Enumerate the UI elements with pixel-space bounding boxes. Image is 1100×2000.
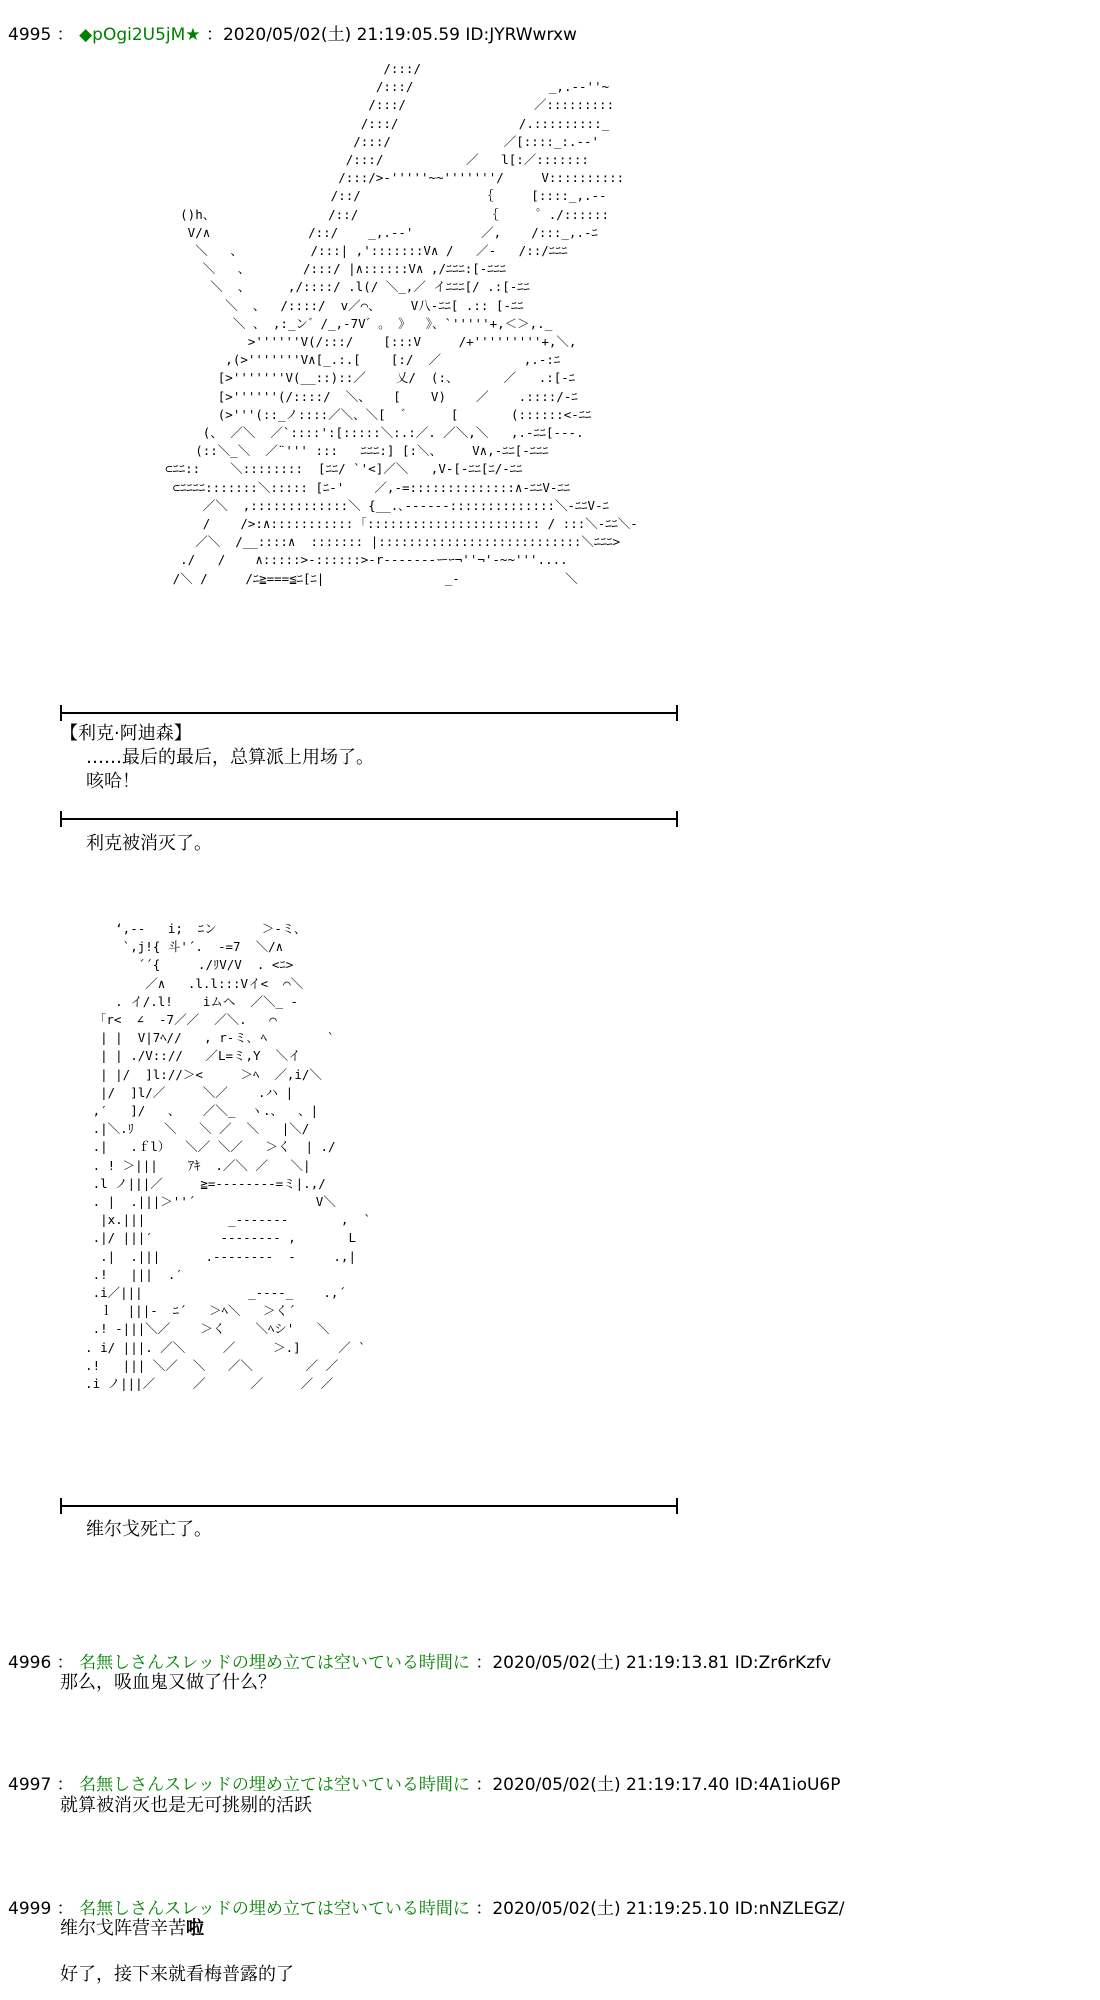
post-body-text: 维尔戈阵营辛苦 [60,1918,186,1939]
post-body: 那么，吸血鬼又做了什么？ [60,1672,276,1693]
frame-divider [60,1505,678,1507]
post-date-id: ：2020/05/02(土) 21:19:13.81 ID:Zr6rKzfv [475,1653,832,1673]
post-body [60,1916,204,1942]
frame-divider [60,818,678,820]
ascii-art-battle: /:::/ /:::/ _,.-‐''~ /:::/ ／::::::::: /:::/ /.:::::::::_ /:::/ ／[::::_:.-‐' /:::/ ／ l[:／::::::: /:::/>‐'''''~~'''''''/ V:::::::::: /::/ ｛ [::::_,.-‐ ()h、 /::/ ｛ ゜./:::::: V/∧ /::/ _,.-‐' ／, /:::_,.-ﾆ ＼ 、 /:::| ,':::::::V∧ / ／‐ /::/ﾆﾆﾆ ＼ 、 /:::/ |∧::::::V∧ ,/ﾆﾆﾆ:[-ﾆﾆﾆ ＼ 、 ,/::::/ .l(/ ＼_,／ イﾆﾆﾆ[/ .:[-ﾆﾆ ＼ 、 /::::/ v／⌒、 V八-ﾆﾆ[ .:: [-ﾆﾆ ＼ 、 ,:_ン゛/_,-7V゛。 》 》、`'''''+,＜＞,._ >''''''V(/:::/ [:::V /+'''''''''+,＼, ,(>'''''''V∧[_.:.[ [:/ ／ ,.-:ﾆ [>'''''''V(__::)::／ 乂/ (:、 ／ .:[-ﾆ [>''''''(/::::/ ＼、 [ V) ／ .::::/-ﾆ (>'''(::_ノ::::／＼、＼[ ゛ [ (::::::<-ﾆﾆ (、 ／＼ ／`::::':[:::::＼:.:／. ／＼,＼ ,.-ﾆﾆ[-‐‐. (::＼_＼ ／¨''' ::: ﾆﾆﾆ:] [:＼、 V∧,-ﾆﾆ[-ﾆﾆﾆ ⊂ﾆﾆ:: ＼:::::::: [ﾆﾆ/ `'<]／＼ ,V-[-ﾆﾆ[ﾆ/-ﾆﾆ ⊂ﾆﾆﾆﾆ:::::::＼::::: [ﾆ-' ／,-=::::::::::::::∧-ﾆﾆV-ﾆﾆ ／＼ ,:::::::::::::＼ {__.､-‐‐‐‐‐::::::::::::::＼-ﾆﾆV-ﾆ / />:∧::::::::::: ｢::::::::::::::::::::::: / :::＼-ﾆﾆ＼- ／＼ /__::::∧ ::::::: |:::::::::::::::::::::::::::＼ﾆﾆﾆ> ./ / ∧:::::>-::::::>‐r‐‐‐‐‐‐‐ーｰ¬''¬'‐~~'''.... /＼ / /ﾆ≧===≦ﾆ[ﾆ| _- ＼ [165,61,638,586]
ascii-art-figure: ‘,-‐ i; ﾆン ＞-ミ、 `,j!{ 斗'´. -=7 ＼/∧ ´´{ ./ﾘV/V . <ﾆ> ／∧ .l.l:::Vイ< ⌒＼ . イ/.l! iムヘ ／＼_ - ｢r< ∠ -7／／ ／＼. ⌒ | | V|7ﾍ// , r-ミ､ ﾍ ` | | ./V::// ／L=ミ,Y ＼イ | |/ ]l://＞< ＞ﾍ ／,i/＼ |/ ]l/／ ＼／ .ハ | ,′ ]/ 、 ／＼_ ヽ.、 、| .|＼.ﾘ ＼ ＼ ／ ＼ |＼/ .| .ｆl） ＼／ ＼／ ＞く | ./ . ! ＞||| ｱｷ .／＼ ／ ＼| .l ノ|||／ ≧=‐‐‐‐‐‐‐‐=ミ|.,/ . | .|||＞''´ V＼ |x.||| _‐‐‐‐‐‐- , ` .|/ |||′ ‐‐‐‐‐‐‐‐ , L .| .||| .-‐‐‐‐‐‐‐ - .,| .! ||| .′ .i／||| _‐‐‐‐_ .,´ ｌ |||‐ ﾆ´ ＞ﾍ＼ ＞く´ .! ‐|||＼／ ＞く ＼ﾍシ' ＼ . i/ |||. ／＼ ／ ＞.] ／ ` .! ||| ＼／ ＼ ／＼ ／ ／ .i ノ|||／ ／ ／ ／ ／ [85,921,372,1392]
post-number[interactable]: 4995 [8,25,52,45]
post-date-id: ：2020/05/02(土) 21:19:17.40 ID:4A1ioU6P [475,1775,841,1795]
post-separator: ： [56,1899,74,1919]
frame-divider [60,712,678,714]
poster-name: ◆pOgi2U5jM★ [79,25,201,45]
post-separator: ： [56,1653,74,1673]
poster-name: 名無しさんスレッドの埋め立ては空いている時間に [79,1653,470,1673]
dialogue-line: 咳哈！ [86,771,140,792]
post-body: 好了，接下来就看梅普露的了 [60,1964,294,1985]
post-body: 就算被消灭也是无可挑剔的活跃 [60,1795,312,1816]
poster-name: 名無しさんスレッドの埋め立ては空いている時間に [79,1899,470,1919]
post-body-emphasis: 啦 [186,1918,204,1939]
narration-text: 维尔戈死亡了。 [86,1519,212,1540]
post-number[interactable]: 4997 [8,1775,52,1795]
post-header [8,1770,841,1795]
post-separator: ： [56,25,74,45]
post-separator: ： [56,1775,74,1795]
post-header [8,20,577,45]
poster-name: 名無しさんスレッドの埋め立ては空いている時間に [79,1775,470,1795]
post-number[interactable]: 4996 [8,1653,52,1673]
speaker-label: 【利克·阿迪森】 [60,723,192,744]
post-number[interactable]: 4999 [8,1899,52,1919]
dialogue-line: ……最后的最后，总算派上用场了。 [86,747,374,768]
narration-text: 利克被消灭了。 [86,833,212,854]
post-date-id: ：2020/05/02(土) 21:19:05.59 ID:JYRWwrxw [205,25,577,45]
post-date-id: ：2020/05/02(土) 21:19:25.10 ID:nNZLEGZ/ [475,1899,845,1919]
